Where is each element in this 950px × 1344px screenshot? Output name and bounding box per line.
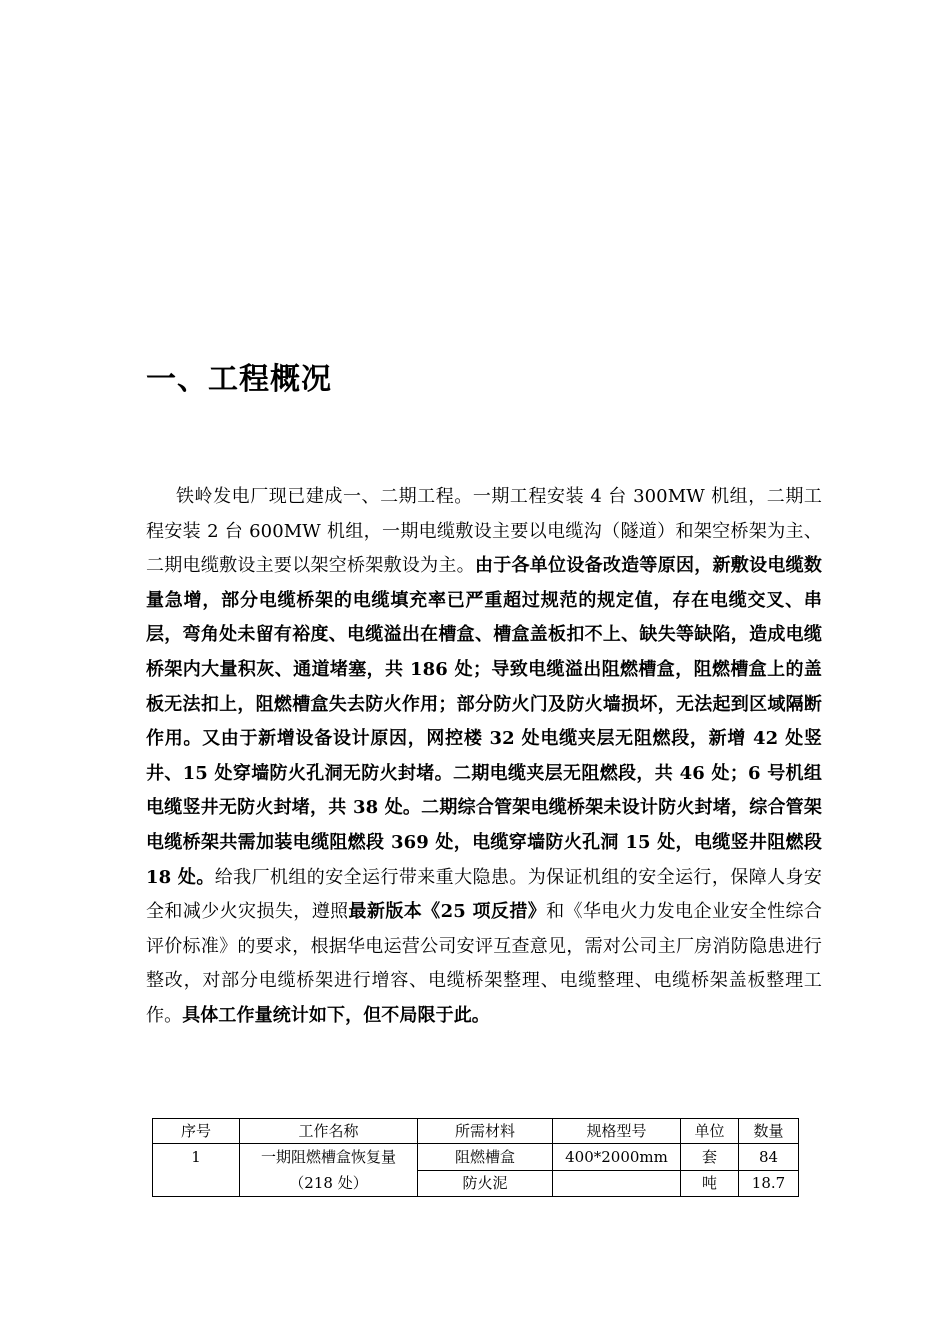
- table-header-row: [153, 1119, 799, 1144]
- cell-spec: 400*2000mm: [553, 1144, 681, 1171]
- cell-unit: 吨: [681, 1170, 739, 1197]
- paragraph-segment: 和《华电火力发电企业安全性综合评价标准》的要求，根据华电运营公司安评互查意见，需对公司主厂房消防隐患进行整改，对部分电缆桥架进行增容、电缆桥架整理、电缆整理、电缆桥架盖板整理工作。: [146, 901, 823, 1026]
- header-cell-no: 序号: [153, 1119, 240, 1144]
- cell-no: 1: [153, 1144, 240, 1197]
- header-cell-qty: 数量: [739, 1119, 799, 1144]
- header-cell-name: 工作名称: [240, 1119, 418, 1144]
- cell-qty: 18.7: [739, 1170, 799, 1197]
- header-cell-material: 所需材料: [418, 1119, 553, 1144]
- overview-paragraph: [146, 480, 822, 1034]
- table-row: [153, 1144, 799, 1171]
- paragraph-segment: 铁岭发电厂现已建成一、二期工程。一期工程安装 4 台 300MW 机组，二期工程安装 2 台 600MW 机组，一期电缆敷设主要以电缆沟（隧道）和架空桥架为主、二期电缆敷设主要以架空桥架敷设为主。: [146, 486, 822, 577]
- paragraph-segment: 给我厂机组的安全运行带来重大隐患。为保证机组的安全运行，保障人身安全和减少火灾损失，遵照: [146, 866, 822, 923]
- paragraph-segment-bold: 由于各单位设备改造等原因，新敷设电缆数量急增，部分电缆桥架的电缆填充率已严重超过规范的规定值，存在电缆交叉、串层，弯角处未留有裕度、电缆溢出在槽盒、槽盒盖板扣不上、缺失等缺陷，造成电缆桥架内大量积灰、通道堵塞，共 186 处；导致电缆溢出阻燃槽盒，阻燃槽盒上的盖板无法扣上，阻燃槽盒失去防火作用；部分防火门及防火墙损坏，无法起到区域隔断作用。又由于新增设备设计原因，网控楼 32 处电缆夹层无阻燃段，新增 42 处竖井、15 处穿墙防火孔洞无防火封堵。二期电缆夹层无阻燃段，共 46 处；6 号机组电缆竖井无防火封堵，共 38 处。二期综合管架电缆桥架未设计防火封堵，综合管架电缆桥架共需加装电缆阻燃段 369 处，电缆穿墙防火孔洞 15 处，电缆竖井阻燃段 18 处。: [146, 555, 822, 888]
- paragraph-segment-bold: 最新版本《25 项反措》: [348, 901, 547, 923]
- workload-table: [152, 1118, 799, 1197]
- cell-material: 防火泥: [418, 1170, 553, 1197]
- cell-spec: [553, 1170, 681, 1197]
- cell-material: 阻燃槽盒: [418, 1144, 553, 1171]
- cell-work-name: [240, 1144, 418, 1197]
- cell-unit: 套: [681, 1144, 739, 1171]
- paragraph-segment-bold: 具体工作量统计如下，但不局限于此。: [182, 1004, 490, 1026]
- cell-qty: 84: [739, 1144, 799, 1171]
- work-name-count: （218 处）: [289, 1174, 368, 1192]
- header-cell-spec: 规格型号: [553, 1119, 681, 1144]
- page-title: 一、工程概况: [146, 362, 332, 397]
- work-name-line: 一期阻燃槽盒恢复量: [260, 1148, 396, 1166]
- header-cell-unit: 单位: [681, 1119, 739, 1144]
